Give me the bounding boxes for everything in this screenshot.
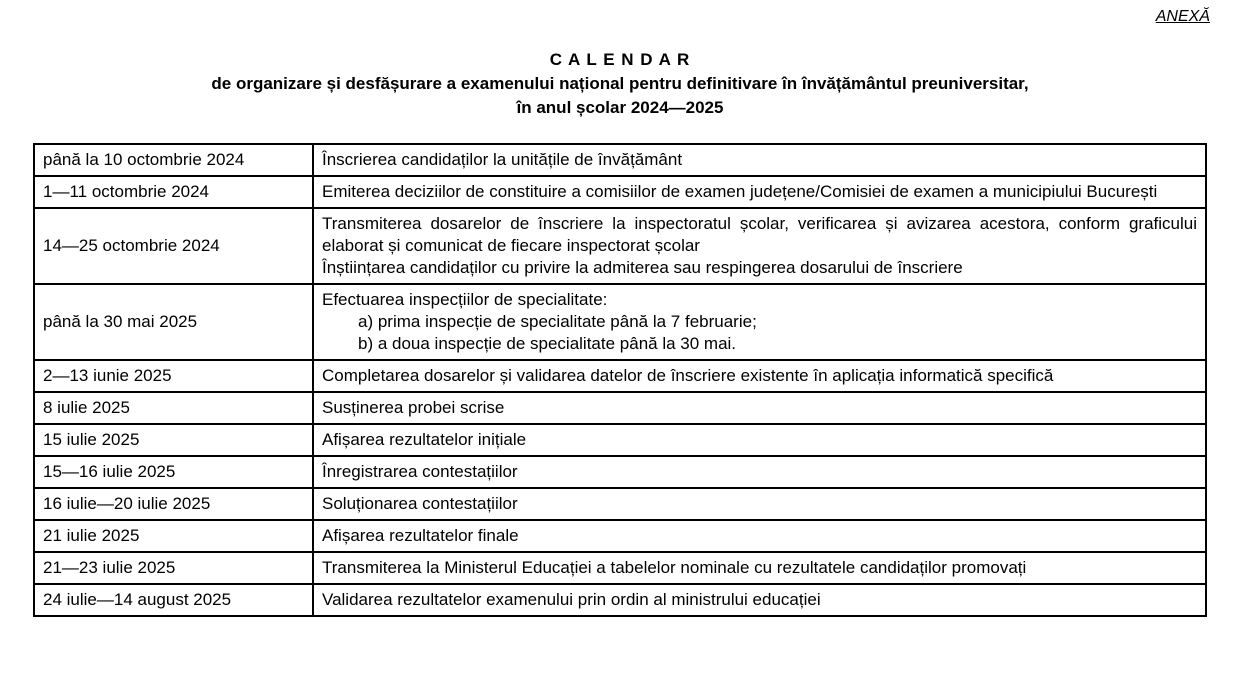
activity-cell <box>313 144 1206 176</box>
activity-line: Validarea rezultatelor examenului prin ordin al ministrului educației <box>322 590 821 609</box>
date-cell: 16 iulie—20 iulie 2025 <box>34 488 313 520</box>
title-subtitle-line1: de organizare și desfășurare a examenului național pentru definitivare în învățământul preuniversitar, <box>211 74 1029 93</box>
activity-cell <box>313 392 1206 424</box>
table-row <box>34 176 1206 208</box>
activity-line: Transmiterea la Ministerul Educației a tabelelor nominale cu rezultatele candidaților promovați <box>322 558 1027 577</box>
date-cell: 21—23 iulie 2025 <box>34 552 313 584</box>
date-cell: 15 iulie 2025 <box>34 424 313 456</box>
activity-cell <box>313 520 1206 552</box>
table-row <box>34 424 1206 456</box>
date-cell: 15—16 iulie 2025 <box>34 456 313 488</box>
date-cell: 21 iulie 2025 <box>34 520 313 552</box>
document-title <box>0 48 1240 120</box>
table-row <box>34 144 1206 176</box>
activity-line: Susținerea probei scrise <box>322 398 505 417</box>
table-row <box>34 488 1206 520</box>
table-row <box>34 392 1206 424</box>
date-cell: 2—13 iunie 2025 <box>34 360 313 392</box>
calendar-table <box>33 143 1207 617</box>
date-cell: 8 iulie 2025 <box>34 392 313 424</box>
title-calendar: C A L E N D A R <box>549 50 691 69</box>
activity-line: a) prima inspecție de specialitate până la 7 februarie; <box>358 312 757 331</box>
table-row <box>34 208 1206 284</box>
table-row <box>34 360 1206 392</box>
calendar-table-body <box>34 144 1206 616</box>
table-row <box>34 456 1206 488</box>
activity-line: Afișarea rezultatelor finale <box>322 526 519 545</box>
activity-line: Emiterea deciziilor de constituire a comisiilor de examen județene/Comisiei de examen a municipiului București <box>322 182 1158 201</box>
activity-cell <box>313 456 1206 488</box>
table-row <box>34 520 1206 552</box>
date-cell: 1—11 octombrie 2024 <box>34 176 313 208</box>
date-cell: până la 10 octombrie 2024 <box>34 144 313 176</box>
table-row <box>34 584 1206 616</box>
activity-cell <box>313 208 1206 284</box>
activity-line: Afișarea rezultatelor inițiale <box>322 430 527 449</box>
activity-cell <box>313 424 1206 456</box>
activity-cell <box>313 176 1206 208</box>
activity-line: Înscrierea candidaților la unitățile de învățământ <box>322 150 683 169</box>
annex-label: ANEXĂ <box>1155 8 1210 25</box>
activity-line: Transmiterea dosarelor de înscriere la inspectoratul școlar, verificarea și avizarea acestora, conform graficului elaborat și comunicat de fiecare inspectorat școlar <box>322 214 1197 255</box>
activity-line: Completarea dosarelor și validarea datelor de înscriere existente în aplicația informatică specifică <box>322 366 1054 385</box>
date-cell: 14—25 octombrie 2024 <box>34 208 313 284</box>
table-row <box>34 284 1206 360</box>
activity-line: Înregistrarea contestațiilor <box>322 462 518 481</box>
activity-line: Efectuarea inspecțiilor de specialitate: <box>322 290 608 309</box>
date-cell: până la 30 mai 2025 <box>34 284 313 360</box>
activity-cell <box>313 284 1206 360</box>
table-row <box>34 552 1206 584</box>
activity-cell <box>313 488 1206 520</box>
activity-cell <box>313 552 1206 584</box>
activity-cell <box>313 584 1206 616</box>
activity-line: Soluționarea contestațiilor <box>322 494 518 513</box>
title-subtitle-line2: în anul școlar 2024—2025 <box>516 98 724 117</box>
date-cell: 24 iulie—14 august 2025 <box>34 584 313 616</box>
activity-line: b) a doua inspecție de specialitate până la 30 mai. <box>358 334 737 353</box>
activity-cell <box>313 360 1206 392</box>
activity-line: Înștiințarea candidaților cu privire la admiterea sau respingerea dosarului de înscriere <box>322 258 963 277</box>
